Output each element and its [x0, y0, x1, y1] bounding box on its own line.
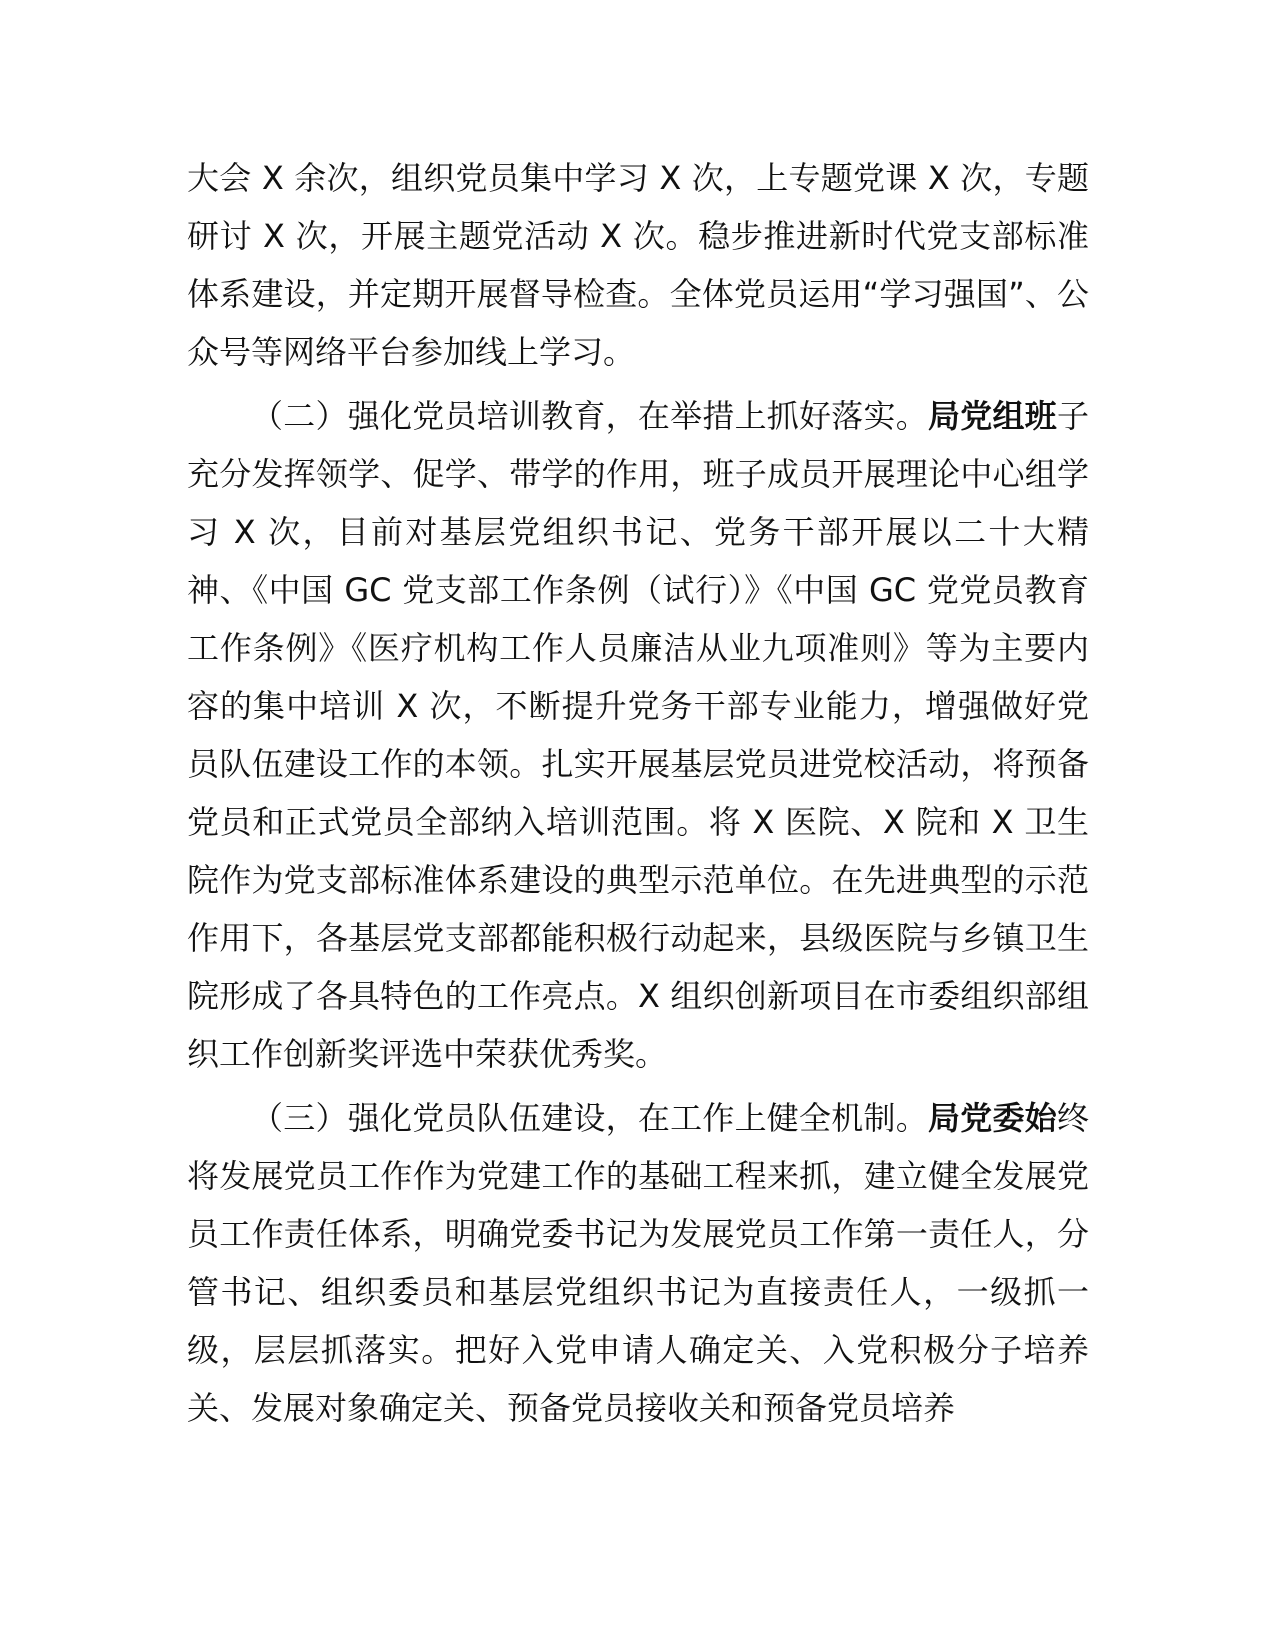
paragraph-2-body: 子充分发挥领学、促学、带学的作用，班子成员开展理论中心组学习 X 次，目前对基层党组织书记、党务干部开展以二十大精神、《中国 GC 党支部工作条例（试行）》《中国 GC 党党员教育工作条例》《医疗机构工作人员廉洁从业九项准则》等为主要内容的集中培训 X 次，不断提升党务干部专业能力，增强做好党员队伍建设工作的本领。扎实开展基层党员进党校活动，将预备党员和正式党员全部纳入培训范围。将 X 医院、X 院和 X 卫生院作为党支部标准体系建设的典型示范单位。在先进典型的示范作用下，各基层党支部都能积极行动起来，县级医院与乡镇卫生院形成了各具特色的工作亮点。X 组织创新项目在市委组织部组织工作创新奖评选中荣获优秀奖。 [187, 397, 1089, 1073]
section-heading-2: （二）强化党员培训教育，在举措上抓好落实。 [251, 397, 929, 435]
paragraph-2-lead: 局党组班 [928, 397, 1057, 435]
paragraph-1 [187, 149, 1089, 381]
section-heading-3: （三）强化党员队伍建设，在工作上健全机制。 [251, 1099, 929, 1137]
paragraph-3-body: 终将发展党员工作作为党建工作的基础工程来抓，建立健全发展党员工作责任体系，明确党委书记为发展党员工作第一责任人，分管书记、组织委员和基层党组织书记为直接责任人，一级抓一级，层层抓落实。把好入党申请人确定关、入党积极分子培养关、发展对象确定关、预备党员接收关和预备党员培养 [187, 1099, 1089, 1427]
paragraph-3 [187, 1089, 1089, 1437]
paragraph-3-lead: 局党委始 [928, 1099, 1057, 1137]
paragraph-1-body: 大会 X 余次，组织党员集中学习 X 次，上专题党课 X 次，专题研讨 X 次，开展主题党活动 X 次。稳步推进新时代党支部标准体系建设，并定期开展督导检查。全体党员运用“学习强国”、公众号等网络平台参加线上学习。 [187, 159, 1089, 371]
document-body [187, 149, 1089, 1437]
paragraph-2 [187, 387, 1089, 1083]
